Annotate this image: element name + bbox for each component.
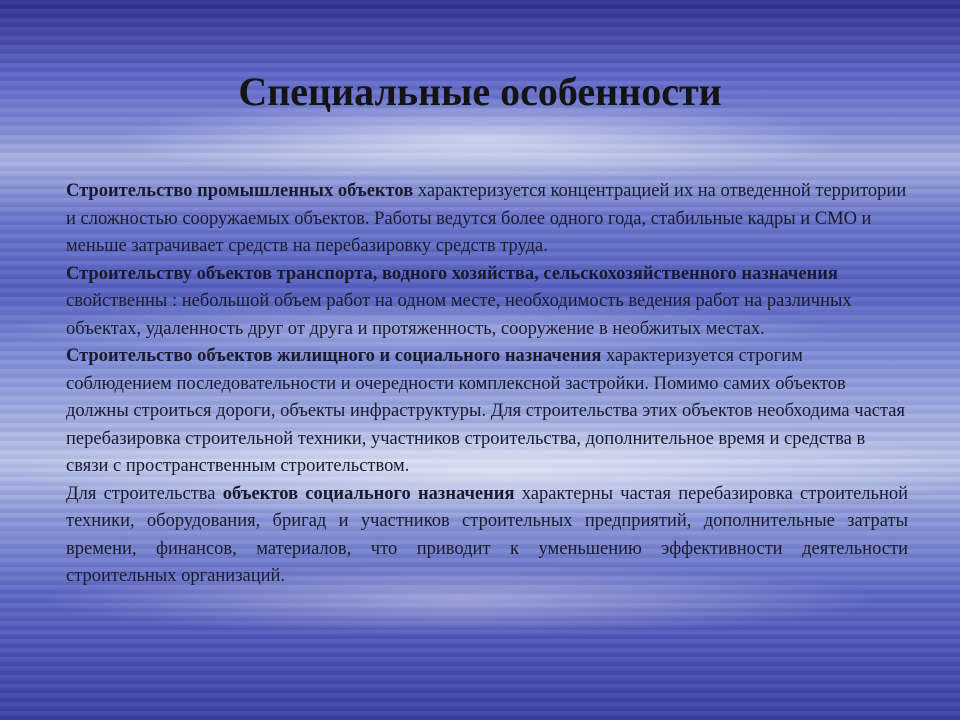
paragraph-text: характерны частая перебазировка строительной техники, оборудования, бригад и участников строительных предприятий, дополнительные затраты времени, финансов, материалов, что приводит к уменьшению эффективности деятельности	[66, 483, 908, 559]
paragraph-heading: Строительству объектов транспорта, водного хозяйства, сельскохозяйственного назначения	[66, 263, 838, 284]
paragraph-transport	[66, 261, 908, 344]
paragraph-heading: Строительство объектов жилищного и социального назначения	[66, 346, 602, 366]
slide-body	[66, 178, 908, 591]
paragraph-social	[66, 481, 908, 591]
paragraph-last-line: строительных организаций.	[66, 566, 286, 586]
slide-title: Специальные особенности	[238, 69, 722, 114]
paragraph-housing	[66, 343, 908, 481]
paragraph-text: свойственны : небольшой объем работ на одном месте, необходимость ведения работ на различных объектах, удаленность друг от друга и протяженность, сооружение в необжитых местах.	[66, 291, 852, 339]
paragraph-heading: Строительство промышленных объектов	[66, 181, 414, 201]
paragraph-prefix: Для строительства	[66, 483, 223, 504]
paragraph-heading: объектов социального назначения	[222, 483, 515, 504]
paragraph-text: характеризуется концентрацией их на отведенной территории и сложностью сооружаемых объектов. Работы ведутся более одного года, стабильные кадры и СМО и меньше затрачивает средств на перебазировку средств труда.	[66, 181, 907, 256]
paragraph-industrial	[66, 178, 908, 261]
paragraph-text: характеризуется строгим соблюдением последовательности и очередности комплексной застройки. Помимо самих объектов должны строиться дороги, объекты инфраструктуры. Для строительства этих объектов необходима частая перебазировка строительной техники, участников строительства, дополнительное время и средства в связи с пространственным строительством.	[66, 346, 906, 476]
